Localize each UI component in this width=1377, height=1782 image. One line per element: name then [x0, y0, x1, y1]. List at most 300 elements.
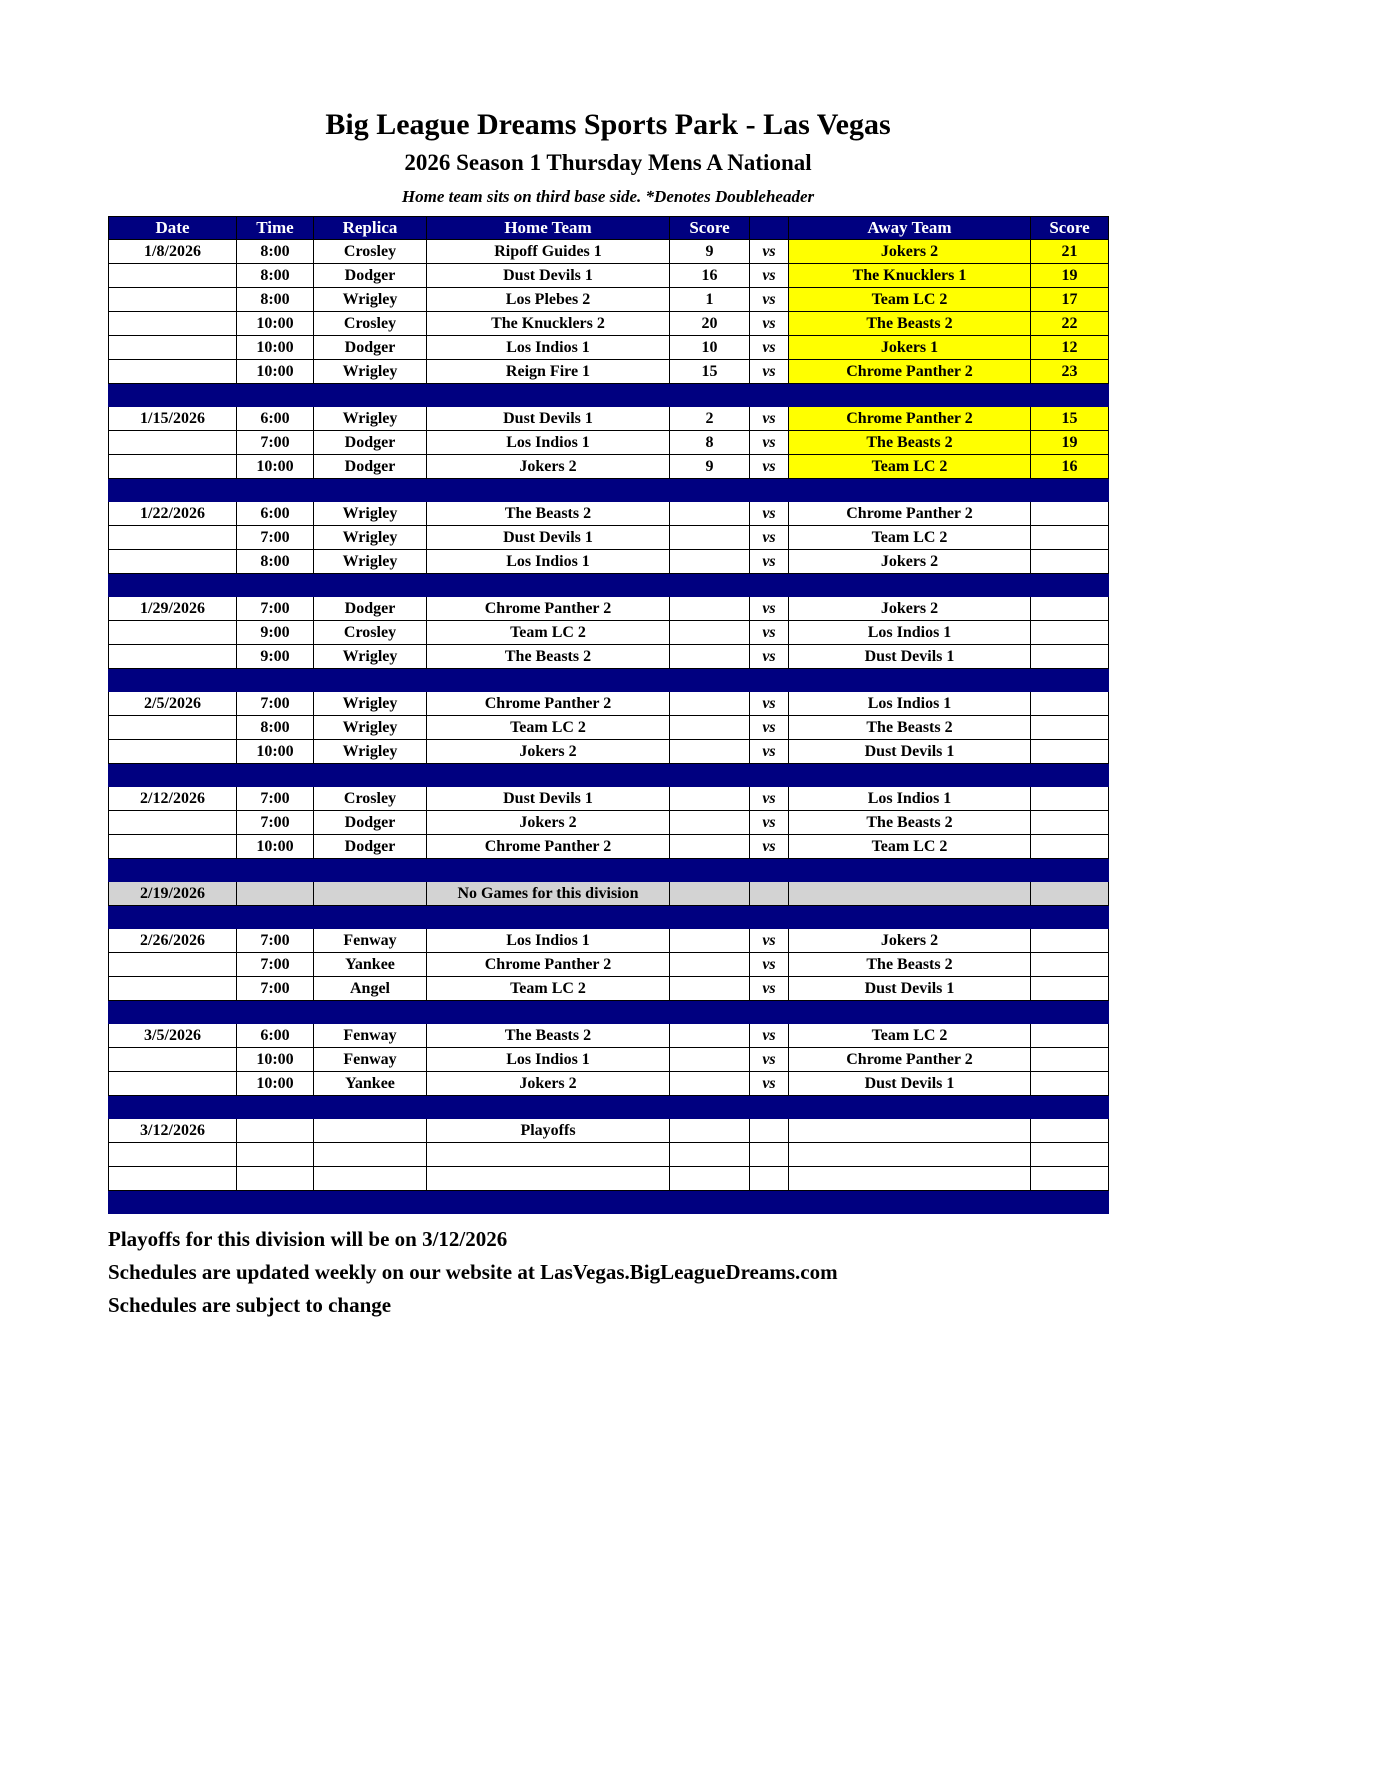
time-cell: 9:00 — [237, 621, 314, 645]
date-cell — [109, 835, 237, 859]
game-row — [109, 1072, 1109, 1096]
header-home-score: Score — [670, 217, 750, 240]
time-cell — [237, 1143, 314, 1167]
home-score-cell — [670, 882, 750, 906]
away-team-cell: Jokers 2 — [789, 240, 1031, 264]
away-team-cell — [789, 882, 1031, 906]
away-score-cell — [1031, 787, 1109, 811]
away-team-cell: Los Indios 1 — [789, 621, 1031, 645]
time-cell: 6:00 — [237, 407, 314, 431]
away-team-cell: The Beasts 2 — [789, 811, 1031, 835]
separator-band — [109, 1096, 1109, 1119]
home-team-cell: Chrome Panther 2 — [427, 692, 670, 716]
replica-cell: Wrigley — [314, 526, 427, 550]
footer-playoffs-note: Playoffs for this division will be on 3/12/2026 — [108, 1227, 508, 1251]
time-cell: 7:00 — [237, 787, 314, 811]
date-cell: 3/5/2026 — [109, 1024, 237, 1048]
separator-row — [109, 1096, 1109, 1119]
vs-cell: vs — [750, 835, 789, 859]
home-team-cell: Dust Devils 1 — [427, 264, 670, 288]
away-team-cell: The Knucklers 1 — [789, 264, 1031, 288]
replica-cell: Crosley — [314, 312, 427, 336]
game-row — [109, 1024, 1109, 1048]
vs-cell: vs — [750, 264, 789, 288]
vs-cell — [750, 1143, 789, 1167]
home-team-cell: Los Indios 1 — [427, 431, 670, 455]
time-cell: 10:00 — [237, 312, 314, 336]
separator-row — [109, 1001, 1109, 1024]
away-score-cell — [1031, 811, 1109, 835]
replica-cell: Yankee — [314, 1072, 427, 1096]
home-score-cell — [670, 977, 750, 1001]
replica-cell: Wrigley — [314, 716, 427, 740]
home-team-cell: Jokers 2 — [427, 811, 670, 835]
game-row — [109, 692, 1109, 716]
away-score-cell: 16 — [1031, 455, 1109, 479]
home-team-cell: Chrome Panther 2 — [427, 953, 670, 977]
replica-cell: Crosley — [314, 240, 427, 264]
vs-cell: vs — [750, 692, 789, 716]
home-team-cell: Team LC 2 — [427, 716, 670, 740]
time-cell: 8:00 — [237, 264, 314, 288]
away-score-cell — [1031, 621, 1109, 645]
away-score-cell: 12 — [1031, 336, 1109, 360]
date-cell — [109, 1143, 237, 1167]
away-team-cell: Chrome Panther 2 — [789, 360, 1031, 384]
date-cell — [109, 977, 237, 1001]
time-cell: 7:00 — [237, 811, 314, 835]
game-row — [109, 502, 1109, 526]
away-score-cell — [1031, 1119, 1109, 1143]
away-team-cell: Team LC 2 — [789, 288, 1031, 312]
away-team-cell: Dust Devils 1 — [789, 977, 1031, 1001]
replica-cell: Wrigley — [314, 740, 427, 764]
game-row — [109, 1048, 1109, 1072]
date-cell — [109, 953, 237, 977]
game-row — [109, 787, 1109, 811]
separator-row — [109, 669, 1109, 692]
separator-band — [109, 1001, 1109, 1024]
time-cell: 6:00 — [237, 502, 314, 526]
away-team-cell: Team LC 2 — [789, 835, 1031, 859]
replica-cell: Wrigley — [314, 645, 427, 669]
time-cell: 8:00 — [237, 716, 314, 740]
replica-cell: Dodger — [314, 431, 427, 455]
replica-cell — [314, 1167, 427, 1191]
game-row — [109, 431, 1109, 455]
home-team-cell: Jokers 2 — [427, 740, 670, 764]
date-cell: 2/26/2026 — [109, 929, 237, 953]
replica-cell: Wrigley — [314, 288, 427, 312]
playoffs-row — [109, 1119, 1109, 1143]
header-vs — [750, 217, 789, 240]
replica-cell: Dodger — [314, 811, 427, 835]
away-team-cell: The Beasts 2 — [789, 953, 1031, 977]
header-home-team: Home Team — [427, 217, 670, 240]
away-score-cell — [1031, 1072, 1109, 1096]
separator-row — [109, 479, 1109, 502]
away-team-cell: Los Indios 1 — [789, 787, 1031, 811]
home-team-cell: Los Indios 1 — [427, 336, 670, 360]
home-score-cell: 2 — [670, 407, 750, 431]
home-team-cell: Team LC 2 — [427, 977, 670, 1001]
date-cell — [109, 811, 237, 835]
home-score-cell — [670, 1167, 750, 1191]
time-cell: 7:00 — [237, 929, 314, 953]
home-team-cell — [427, 1143, 670, 1167]
home-team-cell: The Beasts 2 — [427, 645, 670, 669]
replica-cell: Fenway — [314, 1024, 427, 1048]
date-cell — [109, 264, 237, 288]
away-score-cell: 19 — [1031, 264, 1109, 288]
home-team-cell — [427, 1167, 670, 1191]
date-cell: 1/8/2026 — [109, 240, 237, 264]
away-team-cell: Dust Devils 1 — [789, 1072, 1031, 1096]
game-row — [109, 550, 1109, 574]
away-score-cell — [1031, 977, 1109, 1001]
away-score-cell: 19 — [1031, 431, 1109, 455]
home-score-cell: 16 — [670, 264, 750, 288]
separator-row — [109, 384, 1109, 407]
separator-band — [109, 384, 1109, 407]
time-cell: 10:00 — [237, 1048, 314, 1072]
date-cell — [109, 455, 237, 479]
vs-cell: vs — [750, 360, 789, 384]
time-cell: 10:00 — [237, 360, 314, 384]
time-cell: 8:00 — [237, 240, 314, 264]
home-score-cell: 15 — [670, 360, 750, 384]
date-cell — [109, 1072, 237, 1096]
game-row — [109, 240, 1109, 264]
vs-cell — [750, 882, 789, 906]
away-team-cell: The Beasts 2 — [789, 431, 1031, 455]
replica-cell: Fenway — [314, 1048, 427, 1072]
away-team-cell — [789, 1167, 1031, 1191]
header-away-score: Score — [1031, 217, 1109, 240]
home-team-cell: Los Indios 1 — [427, 550, 670, 574]
away-score-cell — [1031, 550, 1109, 574]
game-row — [109, 645, 1109, 669]
vs-cell: vs — [750, 740, 789, 764]
vs-cell: vs — [750, 336, 789, 360]
footer-website-note: Schedules are updated weekly on our website at LasVegas.BigLeagueDreams.com — [108, 1260, 838, 1284]
replica-cell: Dodger — [314, 264, 427, 288]
vs-cell: vs — [750, 502, 789, 526]
home-score-cell — [670, 1048, 750, 1072]
time-cell: 10:00 — [237, 835, 314, 859]
away-team-cell: The Beasts 2 — [789, 716, 1031, 740]
date-cell — [109, 336, 237, 360]
away-score-cell — [1031, 1024, 1109, 1048]
away-team-cell: Chrome Panther 2 — [789, 502, 1031, 526]
game-row — [109, 835, 1109, 859]
away-team-cell: Team LC 2 — [789, 455, 1031, 479]
away-score-cell — [1031, 953, 1109, 977]
home-score-cell — [670, 621, 750, 645]
game-row — [109, 336, 1109, 360]
home-score-cell — [670, 597, 750, 621]
separator-band — [109, 859, 1109, 882]
replica-cell: Crosley — [314, 621, 427, 645]
home-team-cell: Reign Fire 1 — [427, 360, 670, 384]
separator-row — [109, 574, 1109, 597]
header-time: Time — [237, 217, 314, 240]
game-row — [109, 929, 1109, 953]
date-cell: 3/12/2026 — [109, 1119, 237, 1143]
footer-change-note: Schedules are subject to change — [108, 1293, 392, 1317]
home-score-cell — [670, 811, 750, 835]
empty-row — [109, 1167, 1109, 1191]
game-row — [109, 407, 1109, 431]
vs-cell: vs — [750, 977, 789, 1001]
home-team-cell: The Knucklers 2 — [427, 312, 670, 336]
replica-cell: Wrigley — [314, 550, 427, 574]
date-cell — [109, 1048, 237, 1072]
home-score-cell: 1 — [670, 288, 750, 312]
vs-cell: vs — [750, 550, 789, 574]
replica-cell: Wrigley — [314, 407, 427, 431]
home-team-cell: Los Plebes 2 — [427, 288, 670, 312]
separator-row — [109, 859, 1109, 882]
home-score-cell: 10 — [670, 336, 750, 360]
home-team-cell: The Beasts 2 — [427, 502, 670, 526]
date-cell — [109, 1167, 237, 1191]
home-score-cell — [670, 740, 750, 764]
date-cell: 2/12/2026 — [109, 787, 237, 811]
vs-cell: vs — [750, 787, 789, 811]
away-score-cell — [1031, 526, 1109, 550]
nogames-row — [109, 882, 1109, 906]
game-row — [109, 455, 1109, 479]
separator-band — [109, 574, 1109, 597]
home-score-cell: 9 — [670, 240, 750, 264]
date-cell — [109, 550, 237, 574]
away-team-cell — [789, 1119, 1031, 1143]
separator-row — [109, 1191, 1109, 1214]
away-team-cell: Los Indios 1 — [789, 692, 1031, 716]
time-cell: 10:00 — [237, 1072, 314, 1096]
game-row — [109, 360, 1109, 384]
time-cell — [237, 1167, 314, 1191]
home-score-cell — [670, 550, 750, 574]
game-row — [109, 288, 1109, 312]
date-cell — [109, 645, 237, 669]
replica-cell — [314, 1143, 427, 1167]
away-team-cell: Dust Devils 1 — [789, 645, 1031, 669]
date-cell — [109, 740, 237, 764]
vs-cell: vs — [750, 1072, 789, 1096]
away-team-cell: Team LC 2 — [789, 526, 1031, 550]
home-team-cell: Dust Devils 1 — [427, 787, 670, 811]
time-cell: 7:00 — [237, 977, 314, 1001]
vs-cell: vs — [750, 716, 789, 740]
vs-cell: vs — [750, 953, 789, 977]
time-cell: 7:00 — [237, 431, 314, 455]
date-cell — [109, 360, 237, 384]
away-team-cell: Chrome Panther 2 — [789, 1048, 1031, 1072]
time-cell: 9:00 — [237, 645, 314, 669]
schedule-table — [108, 216, 1109, 1214]
away-score-cell — [1031, 597, 1109, 621]
date-cell — [109, 526, 237, 550]
game-row — [109, 953, 1109, 977]
footer-notes — [108, 1227, 1108, 1318]
header-away-team: Away Team — [789, 217, 1031, 240]
away-team-cell: Jokers 2 — [789, 550, 1031, 574]
away-score-cell — [1031, 740, 1109, 764]
away-score-cell — [1031, 882, 1109, 906]
replica-cell: Fenway — [314, 929, 427, 953]
game-row — [109, 264, 1109, 288]
away-score-cell — [1031, 692, 1109, 716]
time-cell: 10:00 — [237, 336, 314, 360]
vs-cell: vs — [750, 240, 789, 264]
away-team-cell: Jokers 2 — [789, 597, 1031, 621]
home-team-cell: Jokers 2 — [427, 455, 670, 479]
separator-band — [109, 764, 1109, 787]
vs-cell: vs — [750, 312, 789, 336]
game-row — [109, 597, 1109, 621]
separator-band — [109, 669, 1109, 692]
home-score-cell — [670, 692, 750, 716]
schedule-content — [108, 0, 1108, 1318]
home-score-cell — [670, 787, 750, 811]
time-cell: 10:00 — [237, 455, 314, 479]
header-replica: Replica — [314, 217, 427, 240]
vs-cell: vs — [750, 929, 789, 953]
separator-row — [109, 906, 1109, 929]
header-date: Date — [109, 217, 237, 240]
home-team-cell: Los Indios 1 — [427, 929, 670, 953]
time-cell: 6:00 — [237, 1024, 314, 1048]
away-score-cell — [1031, 1167, 1109, 1191]
date-cell — [109, 716, 237, 740]
replica-cell: Angel — [314, 977, 427, 1001]
empty-row — [109, 1143, 1109, 1167]
page-title: Big League Dreams Sports Park - Las Vegas — [325, 108, 891, 141]
time-cell — [237, 1119, 314, 1143]
page-note: Home team sits on third base side. *Denotes Doubleheader — [401, 187, 815, 206]
game-row — [109, 716, 1109, 740]
away-team-cell: Team LC 2 — [789, 1024, 1031, 1048]
home-team-cell: The Beasts 2 — [427, 1024, 670, 1048]
home-score-cell: 8 — [670, 431, 750, 455]
game-row — [109, 740, 1109, 764]
time-cell: 7:00 — [237, 526, 314, 550]
time-cell: 8:00 — [237, 550, 314, 574]
home-team-cell: No Games for this division — [427, 882, 670, 906]
replica-cell: Wrigley — [314, 360, 427, 384]
date-cell: 2/5/2026 — [109, 692, 237, 716]
home-score-cell: 9 — [670, 455, 750, 479]
home-score-cell — [670, 502, 750, 526]
away-score-cell — [1031, 1048, 1109, 1072]
home-team-cell: Chrome Panther 2 — [427, 835, 670, 859]
home-team-cell: Los Indios 1 — [427, 1048, 670, 1072]
away-team-cell: Jokers 1 — [789, 336, 1031, 360]
page-subtitle: 2026 Season 1 Thursday Mens A National — [404, 150, 812, 175]
away-score-cell — [1031, 929, 1109, 953]
home-score-cell — [670, 1143, 750, 1167]
date-cell: 1/29/2026 — [109, 597, 237, 621]
away-score-cell: 17 — [1031, 288, 1109, 312]
home-score-cell — [670, 929, 750, 953]
time-cell: 8:00 — [237, 288, 314, 312]
vs-cell: vs — [750, 597, 789, 621]
separator-band — [109, 479, 1109, 502]
time-cell: 7:00 — [237, 692, 314, 716]
time-cell: 7:00 — [237, 597, 314, 621]
home-score-cell — [670, 1072, 750, 1096]
home-score-cell — [670, 526, 750, 550]
game-row — [109, 811, 1109, 835]
home-score-cell — [670, 953, 750, 977]
game-row — [109, 621, 1109, 645]
replica-cell: Crosley — [314, 787, 427, 811]
away-score-cell — [1031, 835, 1109, 859]
home-score-cell: 20 — [670, 312, 750, 336]
date-cell: 2/19/2026 — [109, 882, 237, 906]
vs-cell: vs — [750, 1048, 789, 1072]
date-cell: 1/22/2026 — [109, 502, 237, 526]
replica-cell: Dodger — [314, 455, 427, 479]
game-row — [109, 526, 1109, 550]
away-team-cell — [789, 1143, 1031, 1167]
away-team-cell: Jokers 2 — [789, 929, 1031, 953]
home-team-cell: Dust Devils 1 — [427, 526, 670, 550]
away-score-cell: 23 — [1031, 360, 1109, 384]
away-score-cell — [1031, 716, 1109, 740]
home-team-cell: Team LC 2 — [427, 621, 670, 645]
date-cell: 1/15/2026 — [109, 407, 237, 431]
separator-band — [109, 1191, 1109, 1214]
away-score-cell — [1031, 1143, 1109, 1167]
replica-cell — [314, 882, 427, 906]
home-team-cell: Playoffs — [427, 1119, 670, 1143]
home-score-cell — [670, 1119, 750, 1143]
away-score-cell: 21 — [1031, 240, 1109, 264]
away-team-cell: Dust Devils 1 — [789, 740, 1031, 764]
vs-cell: vs — [750, 526, 789, 550]
away-score-cell: 22 — [1031, 312, 1109, 336]
vs-cell: vs — [750, 621, 789, 645]
separator-band — [109, 906, 1109, 929]
away-team-cell: The Beasts 2 — [789, 312, 1031, 336]
date-cell — [109, 621, 237, 645]
replica-cell — [314, 1119, 427, 1143]
home-score-cell — [670, 835, 750, 859]
game-row — [109, 977, 1109, 1001]
home-score-cell — [670, 716, 750, 740]
home-score-cell — [670, 1024, 750, 1048]
away-score-cell — [1031, 502, 1109, 526]
game-row — [109, 312, 1109, 336]
date-cell — [109, 312, 237, 336]
vs-cell: vs — [750, 811, 789, 835]
date-cell — [109, 431, 237, 455]
vs-cell: vs — [750, 431, 789, 455]
replica-cell: Yankee — [314, 953, 427, 977]
away-team-cell: Chrome Panther 2 — [789, 407, 1031, 431]
separator-row — [109, 764, 1109, 787]
home-team-cell: Dust Devils 1 — [427, 407, 670, 431]
replica-cell: Dodger — [314, 597, 427, 621]
away-score-cell — [1031, 645, 1109, 669]
replica-cell: Dodger — [314, 336, 427, 360]
home-team-cell: Ripoff Guides 1 — [427, 240, 670, 264]
home-team-cell: Jokers 2 — [427, 1072, 670, 1096]
time-cell: 7:00 — [237, 953, 314, 977]
